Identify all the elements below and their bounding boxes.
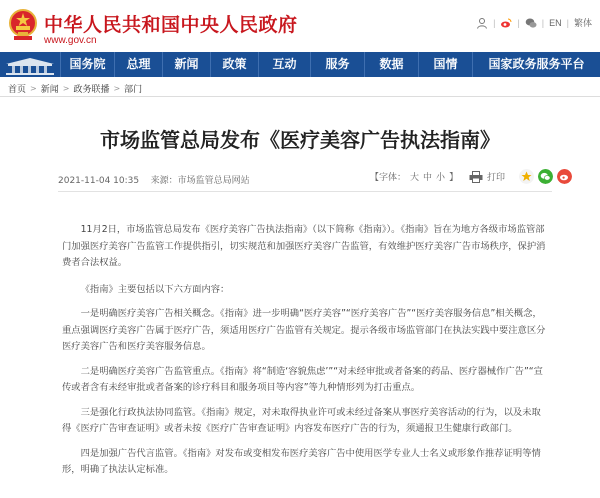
breadcrumb-divider: [0, 96, 600, 97]
article-paragraph: 三是强化行政执法协同监管。《指南》规定，对未取得执业许可或未经过备案从事医疗美容活动的行为，以及未取得《医疗广告审查证明》或者未按《医疗广告审查证明》内容发布医疗广告的行为，须通报卫生健康行政部门。: [62, 406, 541, 434]
nav-item-news[interactable]: 新闻: [162, 52, 210, 77]
breadcrumb-separator-icon: >: [30, 84, 37, 93]
home-nav-button[interactable]: [0, 52, 60, 77]
header-tools: | | | EN | 繁体: [476, 16, 592, 29]
temple-icon: [0, 52, 60, 77]
nav-items: [60, 52, 600, 77]
article-meta: [58, 173, 250, 186]
article-paragraph: 二是明确医疗美容广告监管重点。《指南》将“制造‘容貌焦虑’”“对未经审批或者备案的药品、医疗器械作广告”“宣传或者含有未经审批或者备案的诊疗科目和服务项目等内容”等九种情形列为打击重点。: [62, 365, 543, 393]
site-title[interactable]: 中华人民共和国中央人民政府: [44, 14, 298, 36]
breadcrumb-departments[interactable]: 部门: [124, 85, 143, 95]
nav-item-national-conditions[interactable]: 国情: [418, 52, 472, 77]
wechat-icon[interactable]: [525, 17, 537, 29]
article-source: 来源：市场监管总局网站: [150, 176, 250, 186]
font-size-large[interactable]: 大: [410, 173, 420, 183]
person-icon[interactable]: [476, 17, 488, 29]
lang-traditional-link[interactable]: 繁体: [573, 18, 592, 28]
nav-item-premier[interactable]: 总理: [114, 52, 162, 77]
lang-en-link[interactable]: EN: [549, 17, 562, 28]
article-paragraph: 《指南》主要包括以下六方面内容：: [80, 283, 230, 295]
breadcrumb-gov-broadcast[interactable]: 政务联播: [73, 85, 110, 95]
article-date: 2021-11-04 10:35: [58, 176, 140, 186]
share-qzone-icon[interactable]: [519, 169, 534, 184]
font-size-small[interactable]: 小: [436, 173, 446, 183]
nav-item-data[interactable]: 数据: [364, 52, 418, 77]
nav-item-gov-service-platform[interactable]: 国家政务服务平台: [472, 52, 600, 77]
breadcrumb-separator-icon: >: [62, 84, 70, 93]
site-header: [0, 0, 600, 52]
article-paragraph: 一是明确医疗美容广告相关概念。《指南》进一步明确“医疗美容”“医疗美容广告”“医疗美容服务信息”相关概念，重点强调医疗美容广告属于医疗广告，须适用医疗广告监管有关规定。提示各级市场监管部门在执法实践中要注意区分医疗美容广告和医疗美容服务信息。: [62, 308, 546, 352]
share-weibo-icon[interactable]: [557, 169, 572, 184]
site-url[interactable]: www.gov.cn: [44, 35, 97, 46]
nav-item-policy[interactable]: 政策: [210, 52, 258, 77]
article-tools: [370, 169, 572, 184]
national-emblem-icon: [8, 8, 38, 44]
article-paragraph: 11月2日，市场监管总局发布《医疗美容广告执法指南》（以下简称《指南》）。《指南》旨在为地方各级市场监管部门加强医疗美容广告监管工作提供指引，切实规范和加强医疗美容广告监管，有效维护医疗美容广告市场秩序，保护消费者合法权益。: [62, 224, 546, 268]
article-body: [62, 222, 550, 487]
article-title: 市场监管总局发布《医疗美容广告执法指南》: [100, 128, 500, 152]
share-wechat-icon[interactable]: [538, 169, 553, 184]
nav-item-services[interactable]: 服务: [310, 52, 364, 77]
print-button[interactable]: 打印: [486, 173, 505, 183]
breadcrumb-news[interactable]: 新闻: [40, 85, 59, 95]
main-nav: [0, 52, 600, 77]
nav-item-state-council[interactable]: 国务院: [60, 52, 114, 77]
article-paragraph: 四是加强广告代言监管。《指南》对发布或变相发布医疗美容广告中使用医学专业人士名义或形象作推荐证明等情形，明确了执法认定标准。: [62, 447, 541, 475]
meta-divider: [58, 191, 552, 192]
font-size-label: 【字体：: [370, 173, 407, 183]
breadcrumb-separator-icon: >: [113, 84, 121, 93]
nav-item-interaction[interactable]: 互动: [258, 52, 310, 77]
font-size-end: 】: [449, 173, 459, 183]
breadcrumb: [8, 82, 142, 95]
font-size-medium[interactable]: 中: [423, 173, 433, 183]
breadcrumb-home[interactable]: 首页: [8, 85, 27, 95]
weibo-icon[interactable]: [500, 17, 512, 29]
print-icon[interactable]: [469, 171, 483, 183]
